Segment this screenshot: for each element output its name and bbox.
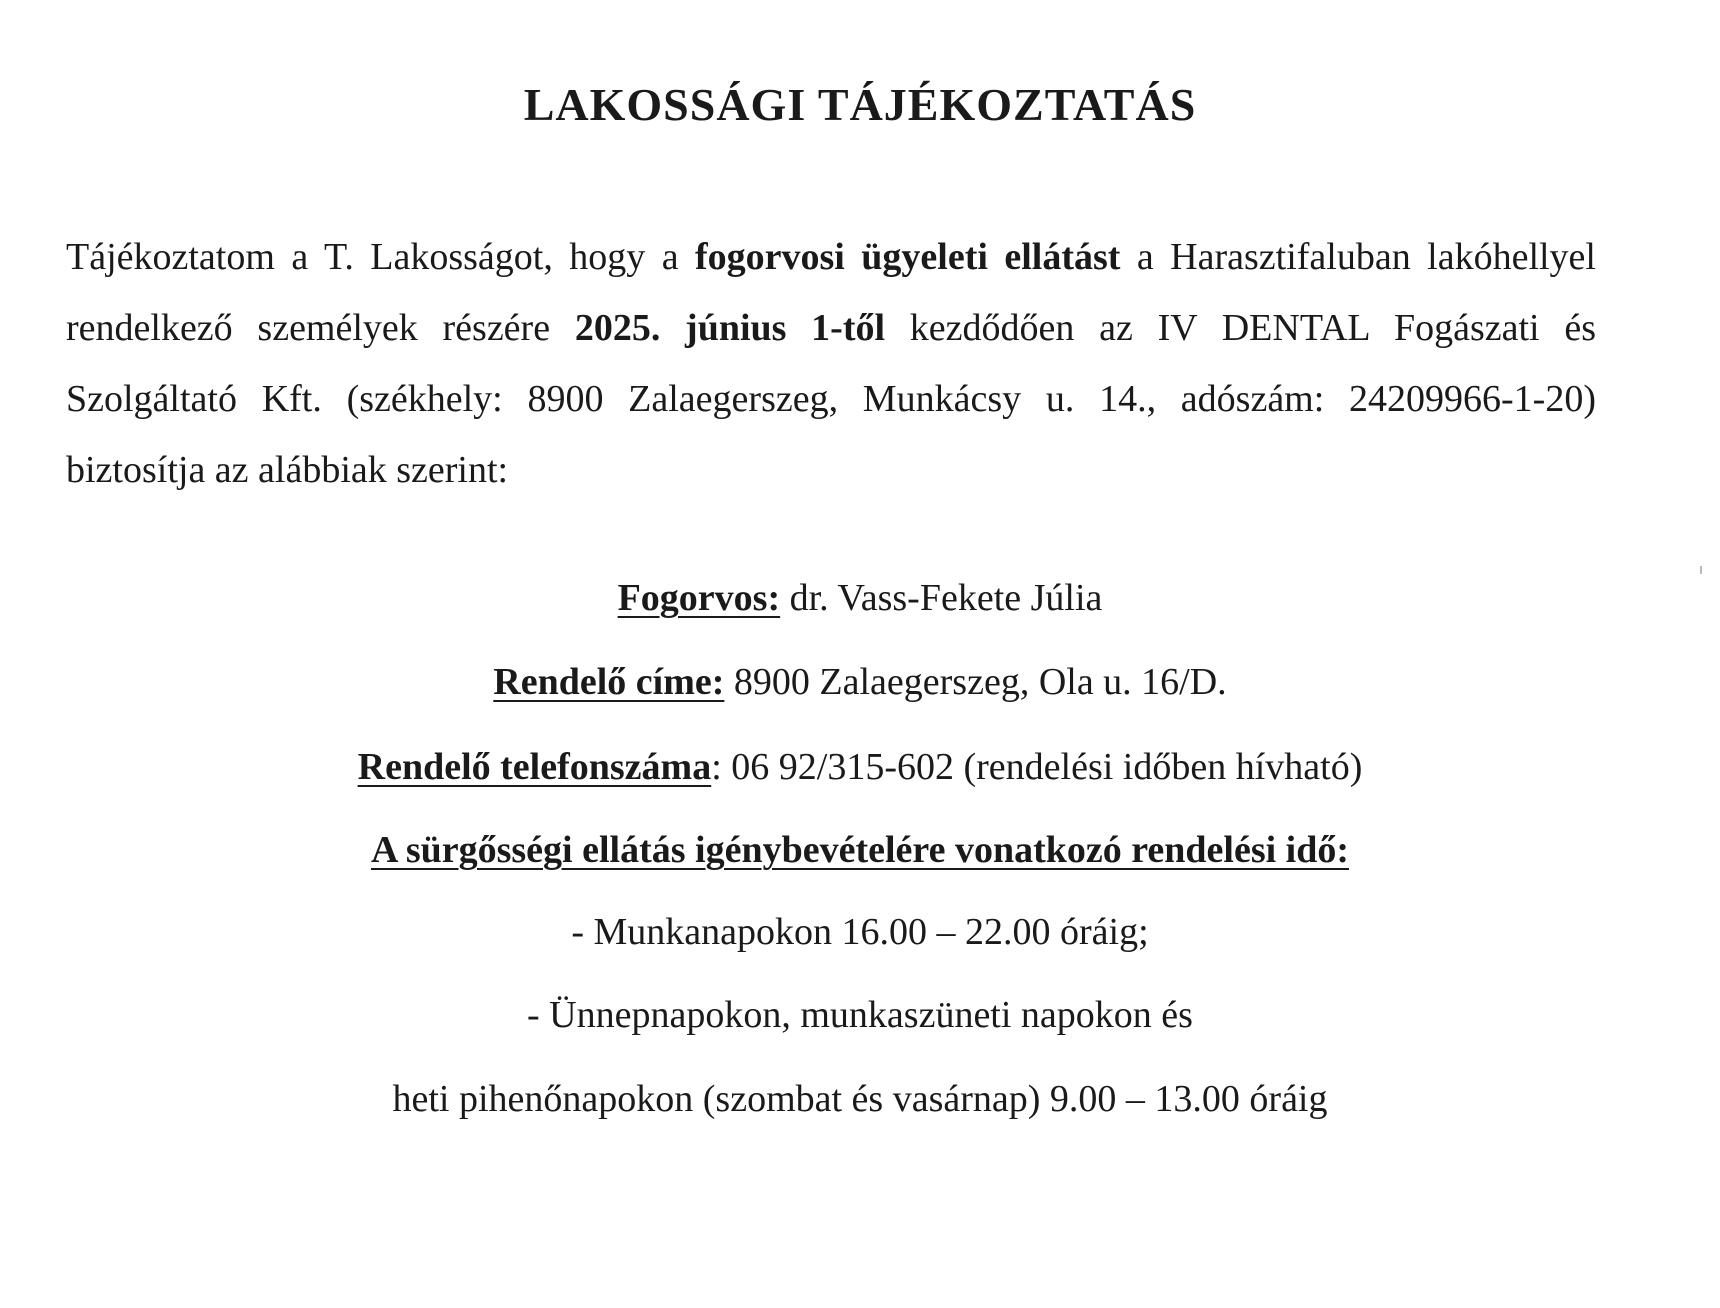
dentist-label: Fogorvos: <box>617 577 781 619</box>
dentist-line <box>0 576 1720 620</box>
hours-holidays: - Ünnepnapokon, munkaszüneti napokon és <box>527 994 1193 1036</box>
hours-heading-line <box>0 828 1720 872</box>
scan-speck <box>1700 566 1702 574</box>
address-line <box>0 660 1720 704</box>
hours-weekdays: - Munkanapokon 16.00 – 22.00 óráig; <box>571 911 1149 953</box>
address-value: 8900 Zalaegerszeg, Ola u. 16/D. <box>724 661 1227 703</box>
document-title: LAKOSSÁGI TÁJÉKOZTATÁS <box>523 79 1197 130</box>
hours-weekend: heti pihenőnapokon (szombat és vasárnap) 9.00 – 13.00 óráig <box>392 1078 1328 1120</box>
hours-heading: A sürgősségi ellátás igénybevételére vonatkozó rendelési idő: <box>370 829 1350 871</box>
intro-text-2: a Harasztifaluban lakóhellyel rendelkező személyek részére <box>66 236 1596 349</box>
intro-bold-service: fogorvosi ügyeleti ellátást <box>695 236 1121 278</box>
intro-paragraph <box>66 222 1596 506</box>
dentist-value: dr. Vass-Fekete Júlia <box>780 577 1103 619</box>
intro-bold-date: 2025. június 1-től <box>574 307 886 349</box>
intro-text-3: kezdődően az IV DENTAL Fogászati és Szolgáltató Kft. (székhely: 8900 Zalaegerszeg, Munkácsy u. 14., adószám: 24209966-1-20) biztosítja az alábbiak szerint: <box>66 307 1596 491</box>
phone-value: : 06 92/315-602 (rendelési időben hívható) <box>711 746 1363 788</box>
phone-label: Rendelő telefonszáma <box>357 746 712 788</box>
phone-line <box>0 745 1720 789</box>
address-label: Rendelő címe: <box>493 661 725 703</box>
intro-text-1: Tájékoztatom a T. Lakosságot, hogy a <box>66 236 695 278</box>
